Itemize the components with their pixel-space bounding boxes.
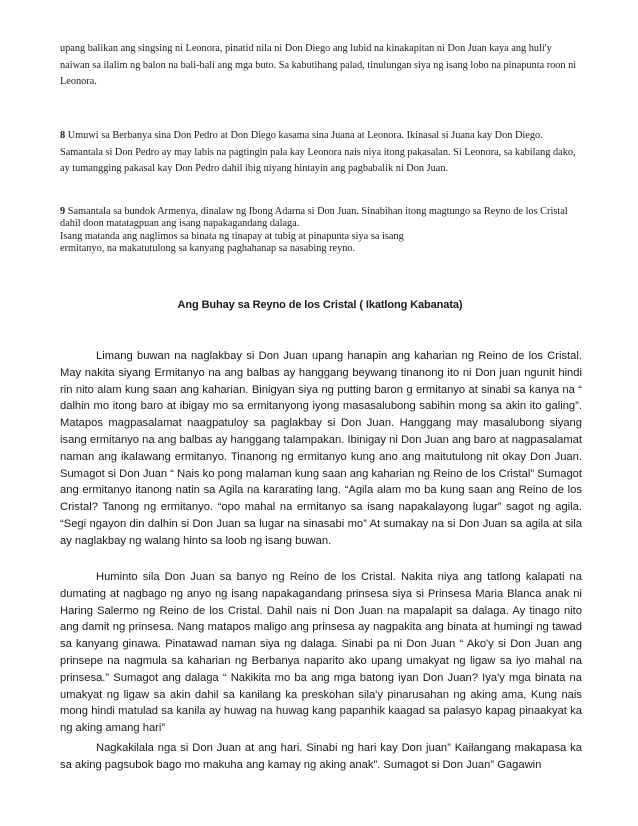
- item-text: Umuwi sa Berbanya sina Don Pedro at Don Diego kasama sina Juana at Leonora. Ikinasal si Juana kay Don Diego. Samantala si Don Pedro ay may labis na pagtingin pala kay Leonora nais niya itong pakasalan. Si Leonora, sa kabilang dako, ay tumangging pakasal kay Don Pedro dahil ibig niyang hintayin ang pagbabalik ni Don Juan.: [60, 130, 576, 175]
- item-text-line: Isang matanda ang naglimos sa binata ng tinapay at tubig at pinapunta siya sa isang: [60, 230, 404, 242]
- item-number: 8: [60, 130, 66, 141]
- item-text-line: ermitanyo, na makatutulong sa kanyang paghahanap sa nasabing reyno.: [60, 243, 356, 255]
- body-paragraph-3: Nagkakilala nga si Don Juan at ang hari. Sinabi ng hari kay Don juan” Kailangang makapasa ka sa aking pagsubok bago mo makuha ang kamay ng aking anak”. Sumagot si Don Juan” Gagawin: [60, 742, 582, 771]
- summary-item-9: [60, 206, 582, 256]
- body-paragraph-2: Huminto sila Don Juan sa banyo ng Reino de los Cristal. Nakita niya ang tatlong kalapati na dumating at nagbago ng anyo ng isang napakagandang prinsesa siya si Prinsesa Maria Blanca anak ni Haring Salermo ng Reino de los Cristal. Dahil nais ni Don Juan na mapalapit sa dalaga. Ay tinago nito ang damit ng prinsesa. Nang matapos maligo ang prinsesa ay nagpakita ang binata at humingi ng tawad sa kanyang ginawa. Pinatawad naman siya ng dalaga. Sinabi pa ni Don Juan “ Ako'y si Don Juan ang prinsepe na nagmula sa kaharian ng Berbanya naparito ako upang umakyat ng ligaw sa iyo mahal na prinsesa.” Sumagot ang dalaga “ Nakikita mo ba ang mga batong iyan Don Juan? Iya'y mga binata na umakyat ng ligaw sa akin dahil sa kanilang ka preskohan sila'y pinarusahan ng aking ama, Kung nais mong hindi matulad sa kanila ay huwag na huwag kang papanhik kaagad sa palasyo kapag pinaakyat ka ng aking amang hari”: [60, 571, 582, 735]
- body-paragraph-1: Limang buwan na naglakbay si Don Juan upang hanapin ang kaharian ng Reino de los Cristal. May nakita siyang Ermitanyo na ang balbas ay hanggang beywang tinanong ito ni Don juan ngunit hindi rin nito alam kung saan ang kaharian. Binigyan siya ng putting baron g ermitanyo at sinabi sa kanya na “ dalhin mo itong baro at ibigay mo sa ermitanyong iyong masasalubong sabihin mong sa akin ito galing”. Matapos magpasalamat naagpatuloy sa paglakbay si Don Juan. Hanggang may masalubong siyang isang ermitanyo na ang balbas ay hanggang talampakan. Ibinigay ni Don Juan ang baro at nagpasalamat naman ang ikalawang ermitanyo. Tinanong ng ermitanyo kung ano ang maitutulong nit okay Don Juan. Sumagot si Don Juan “ Nais ko pong malaman kung saan ang kaharian ng Reino de los Cristal” Sumagot ang ermitanyo itanong natin sa Agila na kararating lang. “Agila alam mo ba kung saan ang Reino de los Cristal? Tanong ng ermitanyo. “opo mahal na ermitanyo sa isang napakalayong lugar” sagot ng agila. “Segi ngayon din dalhin si Don Juan sa lugar na sinasabi mo” At sumakay na si Don Juan sa agila at sila ay naglakbay ng walang hinto sa loob ng isang buwan.: [60, 350, 582, 547]
- intro-paragraph: upang balikan ang singsing ni Leonora, pinatid nila ni Don Diego ang lubid na kinakapitan ni Don Juan kaya ang huli'y naiwan sa ilalim ng balon na bali-bali ang mga buto. Sa kabutihang palad, tinulungan siya ng isang lobo na pinapunta roon ni Leonora.: [60, 43, 577, 88]
- chapter-title: Ang Buhay sa Reyno de los Cristal ( Ikatlong Kabanata): [177, 299, 463, 311]
- summary-item-8: [60, 128, 582, 178]
- item-text: Samantala sa bundok Armenya, dinalaw ng Ibong Adarna si Don Juan. Sinabihan itong magtungo sa Reyno de los Cristal dahil doon matatagpuan ang isang napakagandang dalaga.: [60, 206, 568, 230]
- item-number: 9: [60, 206, 66, 217]
